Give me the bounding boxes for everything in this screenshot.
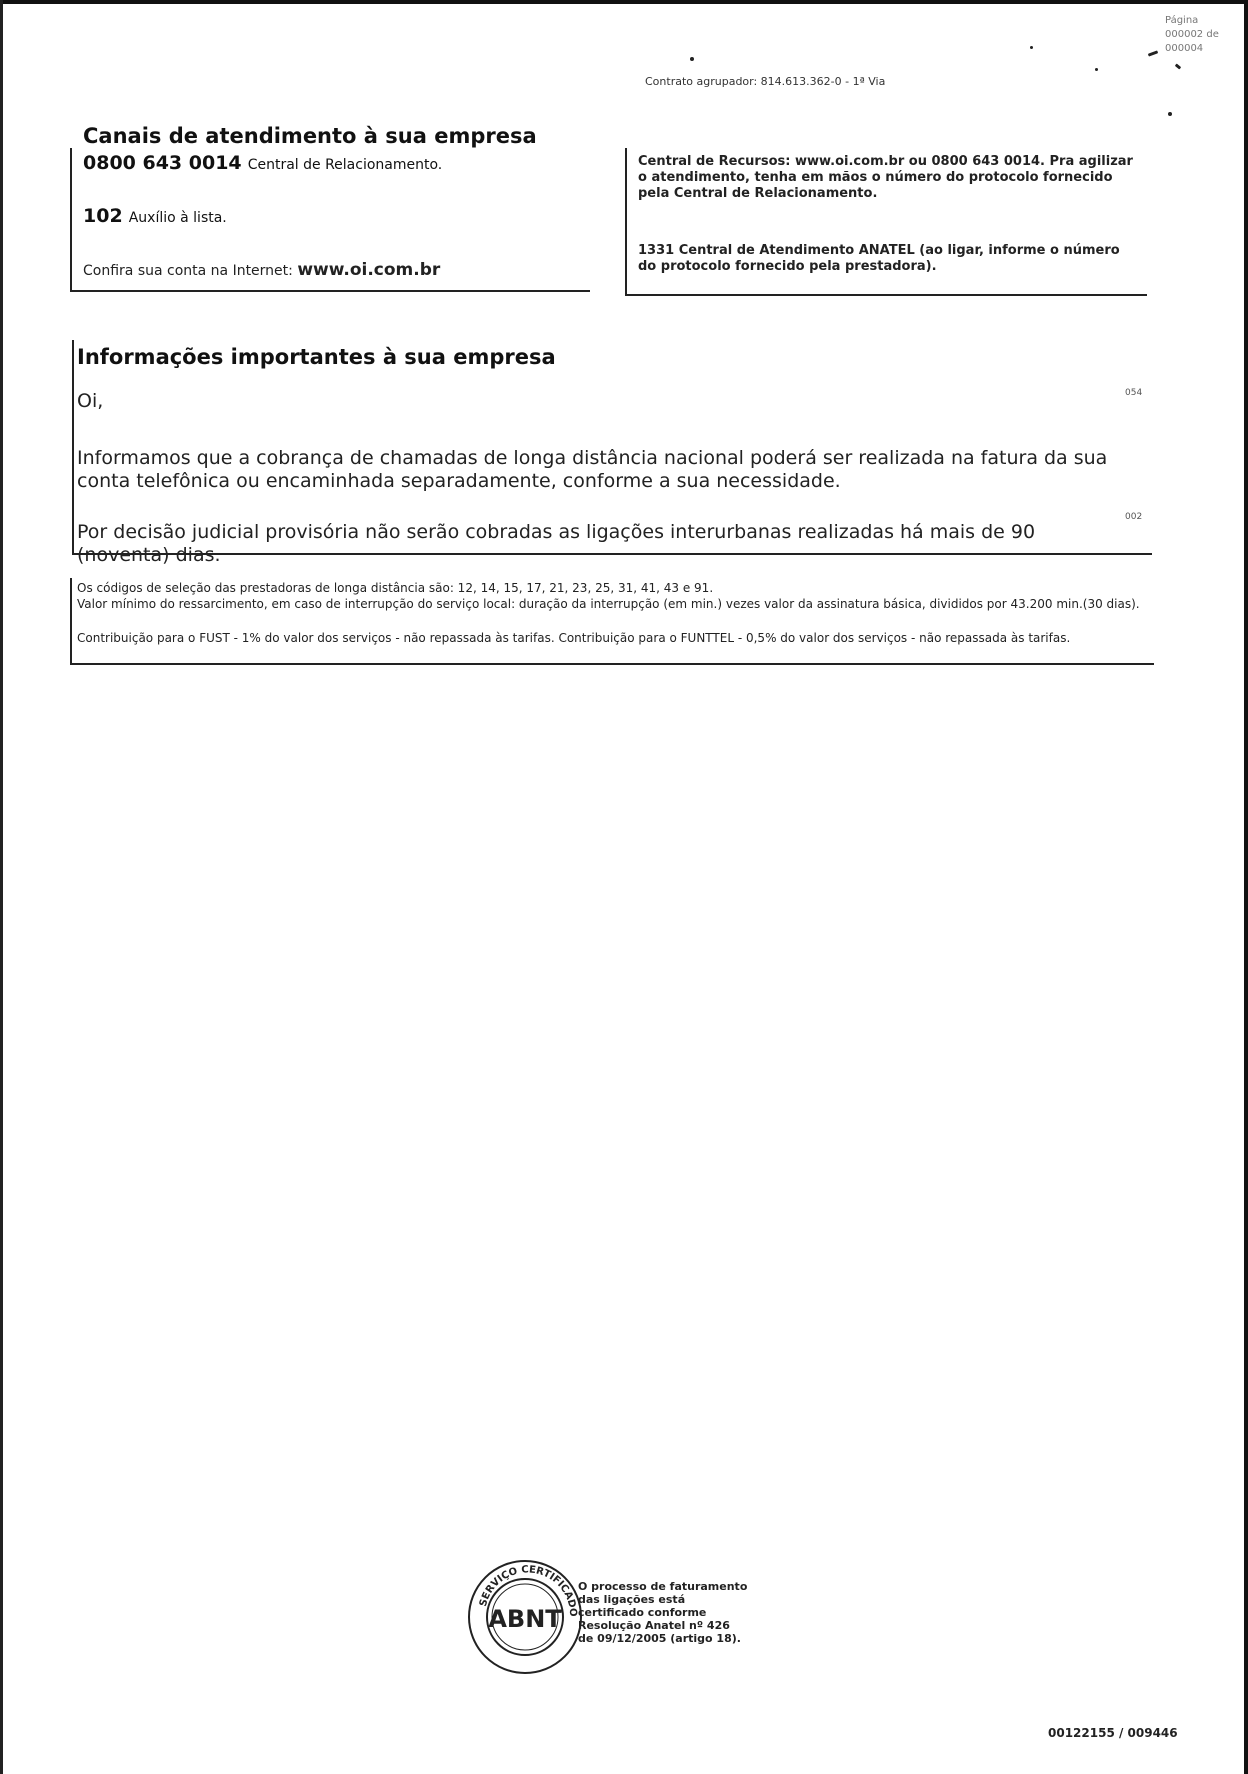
internet-text: Confira sua conta na Internet: — [83, 263, 293, 279]
page-top-border — [0, 0, 1248, 4]
scan-speck — [1168, 112, 1172, 116]
page-current: 000002 de — [1165, 29, 1219, 40]
main-phone-line — [83, 152, 442, 174]
legal-line-3: Contribuição para o FUST - 1% do valor dos serviços - não repassada às tarifas. Contribuição para o FUNTTEL - 0,5% do valor dos serviços - não repassada às tarifas. — [77, 631, 1071, 645]
list-phone-desc: Auxílio à lista. — [128, 210, 227, 226]
page-left-border — [0, 0, 3, 1774]
info-greeting: Oi, — [77, 390, 104, 412]
scan-speck — [690, 57, 694, 61]
seal-ring-text: SERVIÇO CERTIFICADO — [477, 1564, 579, 1617]
internet-url[interactable]: www.oi.com.br — [297, 260, 441, 280]
contract-number: Contrato agrupador: 814.613.362-0 - 1ª Via — [645, 75, 886, 88]
list-phone-number: 102 — [83, 205, 123, 227]
info-title: Informações importantes à sua empresa — [77, 345, 556, 369]
main-phone-number: 0800 643 0014 — [83, 152, 242, 174]
page-label: Página — [1165, 15, 1199, 26]
page-number — [1165, 14, 1219, 56]
info-paragraph-1: Informamos que a cobrança de chamadas de longa distância nacional poderá ser realizada na fatura da sua conta telefônica ou encaminhada separadamente, conforme a sua necessidade. — [77, 447, 1108, 492]
seal-brand-text: ABNT — [488, 1605, 562, 1633]
scan-speck — [1175, 63, 1182, 69]
legal-line-2: Valor mínimo do ressarcimento, em caso de interrupção do serviço local: duração da interrupção (em min.) vezes valor da assinatura básica, divididos por 43.200 min.(30 dias). — [77, 597, 1140, 611]
info-paragraph-2: Por decisão judicial provisória não serão cobradas as ligações interurbanas realizadas há mais de 90 (noventa) dias. — [77, 521, 1036, 566]
main-phone-desc: Central de Relacionamento. — [247, 157, 443, 173]
message-code-2: 002 — [1125, 512, 1143, 522]
abnt-seal-logo — [460, 1545, 590, 1675]
message-code-1: 054 — [1125, 388, 1143, 398]
scan-speck — [1148, 50, 1158, 56]
channels-title: Canais de atendimento à sua empresa — [83, 124, 537, 148]
scan-speck — [1095, 68, 1098, 71]
scan-speck — [1030, 46, 1033, 49]
central-recursos-text: Central de Recursos: www.oi.com.br ou 0800 643 0014. Pra agilizar o atendimento, tenha em mãos o número do protocolo fornecido pela Central de Relacionamento. — [638, 154, 1133, 201]
footer-code: 00122155 / 009446 — [1048, 1726, 1178, 1740]
legal-line-1: Os códigos de seleção das prestadoras de longa distância são: 12, 14, 15, 17, 21, 23, 25, 31, 41, 43 e 91. — [77, 581, 714, 595]
list-phone-line — [83, 205, 227, 227]
anatel-text: 1331 Central de Atendimento ANATEL (ao ligar, informe o número do protocolo fornecido pela prestadora). — [638, 243, 1120, 274]
page-right-border — [1244, 0, 1248, 1774]
internet-line — [83, 260, 440, 280]
certification-text: O processo de faturamento das ligações está certificado conforme Resolução Anatel nº 426 de 09/12/2005 (artigo 18). — [578, 1580, 748, 1645]
page-total: 000004 — [1165, 43, 1204, 54]
